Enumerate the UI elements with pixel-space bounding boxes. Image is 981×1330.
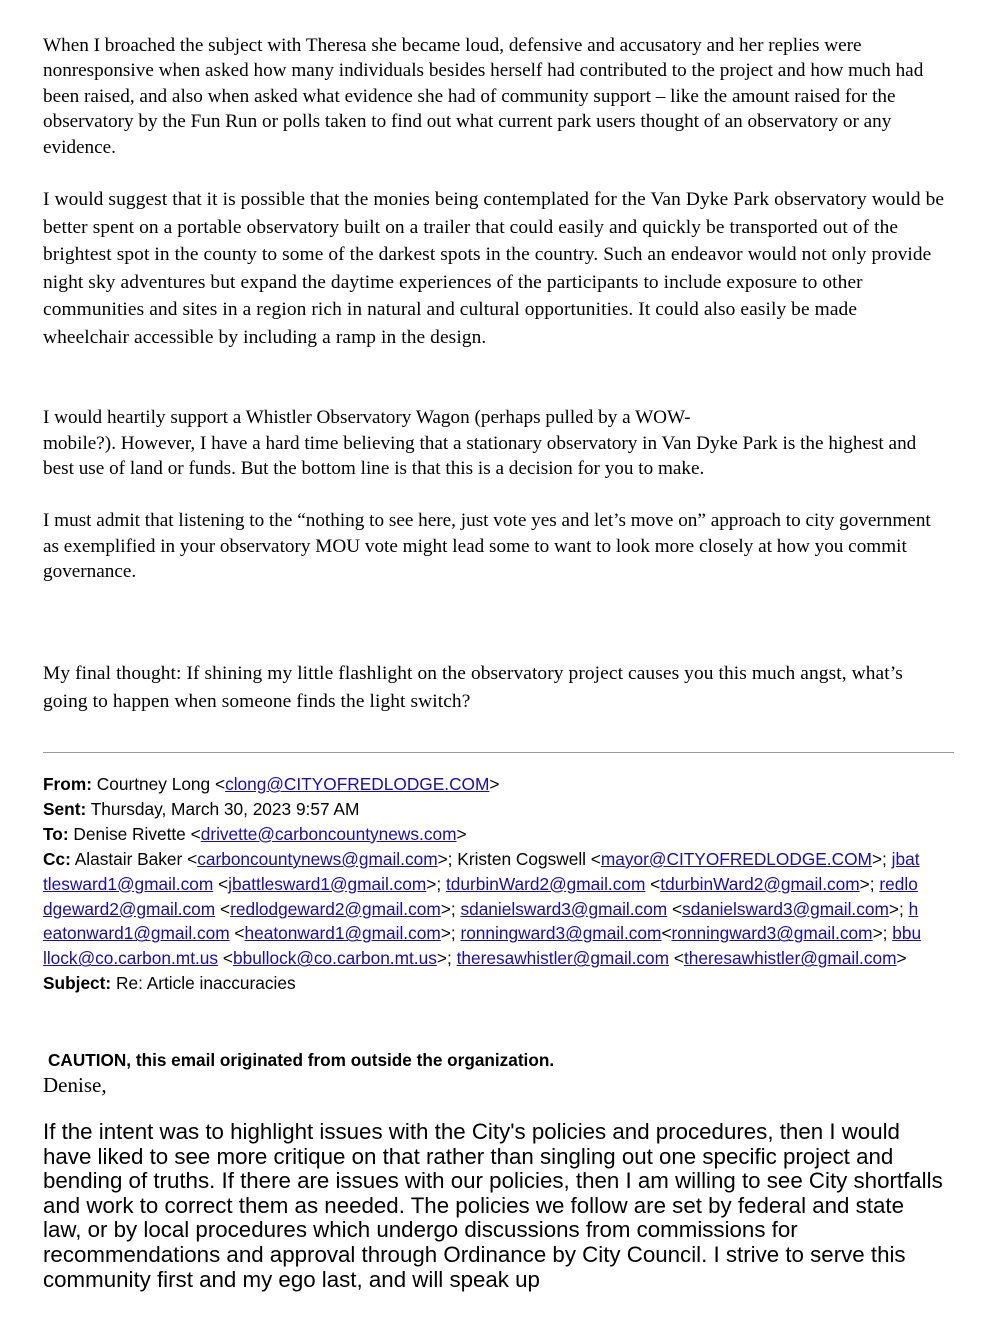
email-greeting: Denise, (43, 1073, 107, 1097)
sent-line (43, 797, 923, 822)
cc-email-link-7b[interactable]: heatonward1@gmail.com (244, 923, 441, 944)
subject-value: Re: Article inaccuracies (115, 973, 296, 994)
subject-line (43, 971, 923, 996)
cc-email-link-6[interactable]: sdanielsward3@gmail.com (460, 898, 668, 919)
cc-line: Cc: Alastair Baker <carboncountynews@gmail.com>; Kristen Cogswell <mayor@CITYOFREDLODGE.COM>; jbattlesward1@gmail.com <jbattlesward1@gmail.com>; tdurbinWard2@gmail.com <tdurbinWard2@gmail.com>; redlodgeward2@gmail.com <redlodgeward2@gmail.com>; sdanielsward3@gmail.com <sdanielsward3@gmail.com>; heatonward1@gmail.com <heatonward1@gmail.com>; ronningward3@gmail.com<ronningward3@gmail.com>; bbullock@co.carbon.mt.us <bbullock@co.carbon.mt.us>; theresawhistler@gmail.com <theresawhistler@gmail.com> (43, 848, 922, 969)
letter-paragraph-3-line-1: I would heartily support a Whistler Observatory Wagon (perhaps pulled by a WOW- (43, 407, 691, 428)
from-line: From: Courtney Long <clong@CITYOFREDLODGE.COM> (43, 774, 500, 794)
sent-label: Sent: (43, 798, 87, 819)
from-name: Courtney Long (96, 774, 211, 794)
cc-email-link-9b[interactable]: bbullock@co.carbon.mt.us (232, 948, 437, 969)
letter-paragraph-3 (43, 405, 948, 482)
cc-email-link-2[interactable]: mayor@CITYOFREDLODGE.COM (600, 848, 872, 869)
cc-email-link-8b[interactable]: ronningward3@gmail.com (671, 923, 873, 944)
letter-paragraph-1: When I broached the subject with Theresa she became loud, defensive and accusatory and her replies were nonresponsive when asked how many individuals besides herself had contributed to the project and how much had been raised, and also when asked what evidence she had of community support – like the amount raised for the observatory by the Fun Run or polls taken to find out what current park users thought of an observatory or any evidence. (43, 35, 924, 158)
cc-email-link-4b[interactable]: tdurbinWard2@gmail.com (660, 873, 860, 894)
sent-value: Thursday, March 30, 2023 9:57 AM (90, 798, 360, 819)
letter-paragraph-2: I would suggest that it is possible that the monies being contemplated for the Van Dyke Park observatory would be better spent on a portable observatory built on a trailer that could easily and quickly be transported out of the brightest spot in the county to some of the darkest spots in the country. Such an endeavor would not only provide night sky adventures but expand the daytime experiences of the participants to include exposure to other communities and sites in a region rich in natural and cultural opportunities. It could also easily be made wheelchair accessible by including a ramp in the design. (43, 189, 945, 348)
cc-email-link-5b[interactable]: redlodgeward2@gmail.com (230, 898, 441, 919)
cc-name-1: Alastair Baker (74, 848, 183, 869)
cc-email-link-3[interactable]: jbattlesward1@gmail.com (43, 848, 920, 894)
cc-email-link-9[interactable]: bbullock@co.carbon.mt.us (43, 923, 922, 969)
letter-paragraph-5: My final thought: If shining my little flashlight on the observatory project causes you this much angst, what’s going to happen when someone finds the light switch? (43, 663, 903, 712)
email-divider (43, 752, 954, 753)
cc-name-2: Kristen Cogswell (457, 848, 586, 869)
email-header (43, 772, 923, 996)
subject-label: Subject: (43, 973, 112, 994)
from-email-link[interactable]: clong@CITYOFREDLODGE.COM (225, 774, 490, 794)
caution-banner: CAUTION, this email originated from outside the organization. (48, 1050, 555, 1070)
from-label: From: (43, 774, 92, 794)
to-line: To: Denise Rivette <drivette@carboncountynews.com> (43, 823, 467, 844)
cc-label: Cc: (43, 848, 71, 869)
cc-email-link-10b[interactable]: theresawhistler@gmail.com (683, 948, 897, 969)
cc-email-link-4[interactable]: tdurbinWard2@gmail.com (445, 873, 646, 894)
cc-email-link-3b[interactable]: jbattlesward1@gmail.com (228, 873, 427, 894)
cc-email-link-5[interactable]: redlodgeward2@gmail.com (43, 873, 918, 919)
cc-email-link-6b[interactable]: sdanielsward3@gmail.com (682, 898, 889, 919)
letter-paragraph-4: I must admit that listening to the “nothing to see here, just vote yes and let’s move on” approach to city government as exemplified in your observatory MOU vote might lead some to want to look more closely at how you commit governance. (43, 510, 931, 583)
email-reply-body: If the intent was to highlight issues with the City's policies and procedures, then I would have liked to see more critique on that rather than singling out one specific project and bending of truths. If there are issues with our policies, then I am willing to see City shortfalls and work to correct them as needed. The policies we follow are set by federal and state law, or by local procedures which undergo discussions from commissions for recommendations and approval through Ordinance by City Council. I strive to serve this community first and my ego last, and will speak up (43, 1119, 943, 1292)
letter-paragraph-3-rest: mobile?). However, I have a hard time believing that a stationary observatory in Van Dyke Park is the highest and best use of land or funds. But the bottom line is that this is a decision for you to make. (43, 432, 917, 480)
cc-email-link-10[interactable]: theresawhistler@gmail.com (456, 948, 670, 969)
to-email-link[interactable]: drivette@carboncountynews.com (200, 823, 457, 844)
cc-email-link-1[interactable]: carboncountynews@gmail.com (197, 848, 438, 869)
to-name: Denise Rivette (73, 823, 186, 844)
cc-email-link-7[interactable]: heatonward1@gmail.com (43, 898, 919, 944)
to-label: To: (43, 823, 69, 844)
cc-email-link-8[interactable]: ronningward3@gmail.com (460, 923, 662, 944)
